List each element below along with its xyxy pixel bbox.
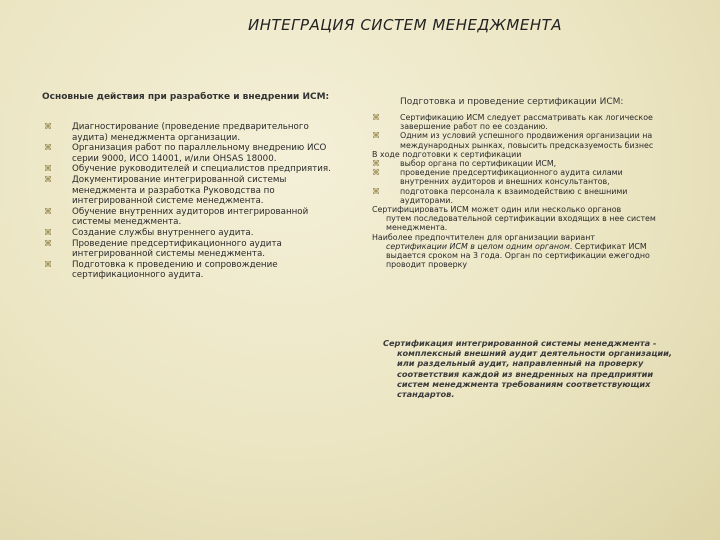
definition-head: Сертификация интегрированной системы менеджмента - [383, 338, 657, 348]
pref-rest: . Сертификат ИСМ выдается сроком на 3 года. Орган по сертификации ежегодно проводит проверку [386, 241, 650, 270]
x-bullet-icon: ⌘ [372, 131, 380, 141]
list-item: ⌘ Подготовка к проведению и сопровождение сертификационного аудита. [44, 259, 278, 281]
list-item: ⌘ проведение предсертификационного аудита силами внутренних аудиторов и внешних консультантов, [372, 168, 623, 187]
x-bullet-icon: ⌘ [372, 186, 380, 196]
pref-emphasis: сертификации ИСМ в целом одним органом [386, 241, 570, 251]
left-list [44, 122, 344, 281]
list-item: ⌘ Одним из условий успешного продвижения организации на международных рынках, повысить предсказуемость бизнес [372, 131, 654, 150]
right-list-2 [372, 159, 672, 205]
left-heading: Основные действия при разработке и внедрении ИСМ: [42, 92, 330, 102]
x-bullet-icon: ⌘ [44, 206, 52, 216]
list-item: ⌘ Обучение руководителей и специалистов предприятия. [44, 164, 331, 175]
x-bullet-icon: ⌘ [44, 164, 52, 174]
x-bullet-icon: ⌘ [44, 238, 52, 248]
right-list-1 [372, 113, 672, 150]
list-item: ⌘ Организация работ по параллельному внедрению ИСО серии 9000, ИСО 14001, и/или OHSAS 18000. [44, 143, 327, 164]
definition-block [383, 338, 673, 399]
certify-intro: Сертифицировать ИСМ может один или несколько органов [372, 205, 622, 215]
x-bullet-icon: ⌘ [44, 174, 52, 184]
list-item: ⌘ Диагностирование (проведение предварительного аудита) менеджмента организации. [44, 122, 309, 143]
x-bullet-icon: ⌘ [372, 168, 380, 178]
right-column [372, 113, 672, 269]
prep-intro: В ходе подготовки к сертификации [372, 149, 522, 159]
x-bullet-icon: ⌘ [44, 143, 52, 153]
list-item: ⌘ выбор органа по сертификации ИСМ, [372, 159, 557, 169]
list-item: ⌘ Документирование интегрированной системы менеджмента и разработка Руководства по интегрированной системе менеджмента. [44, 174, 287, 207]
list-item: ⌘ Сертификацию ИСМ следует рассматривать как логическое завершение работ по ее созданию. [372, 113, 653, 132]
x-bullet-icon: ⌘ [372, 113, 380, 122]
definition-body: комплексный внешний аудит деятельности организации, или раздельный аудит, направленный на проверку соответствия каждой из внедренных на предприятии систем менеджмента требованиям соответствующих стандартов. [397, 348, 672, 400]
x-bullet-icon: ⌘ [44, 227, 52, 237]
x-bullet-icon: ⌘ [44, 259, 52, 269]
certify-detail: путем последовательной сертификации входящих в нее систем менеджмента. [386, 214, 656, 233]
list-item: ⌘ Обучение внутренних аудиторов интегрированной системы менеджмента. [44, 206, 309, 228]
x-bullet-icon: ⌘ [372, 159, 380, 169]
pref-intro: Наиболее предпочтителен для организации вариант [372, 232, 595, 242]
pref-detail [372, 242, 672, 270]
right-heading: Подготовка и проведение сертификации ИСМ: [400, 97, 624, 107]
list-item: ⌘ Создание службы внутреннего аудита. [44, 227, 254, 238]
x-bullet-icon: ⌘ [44, 122, 52, 131]
page-title: ИНТЕГРАЦИЯ СИСТЕМ МЕНЕДЖМЕНТА [247, 16, 563, 34]
list-item: ⌘ подготовка персонала к взаимодействию с внешними аудиторами. [372, 186, 628, 205]
list-item: ⌘ Проведение предсертификационного аудита интегрированной системы менеджмента. [44, 238, 282, 260]
